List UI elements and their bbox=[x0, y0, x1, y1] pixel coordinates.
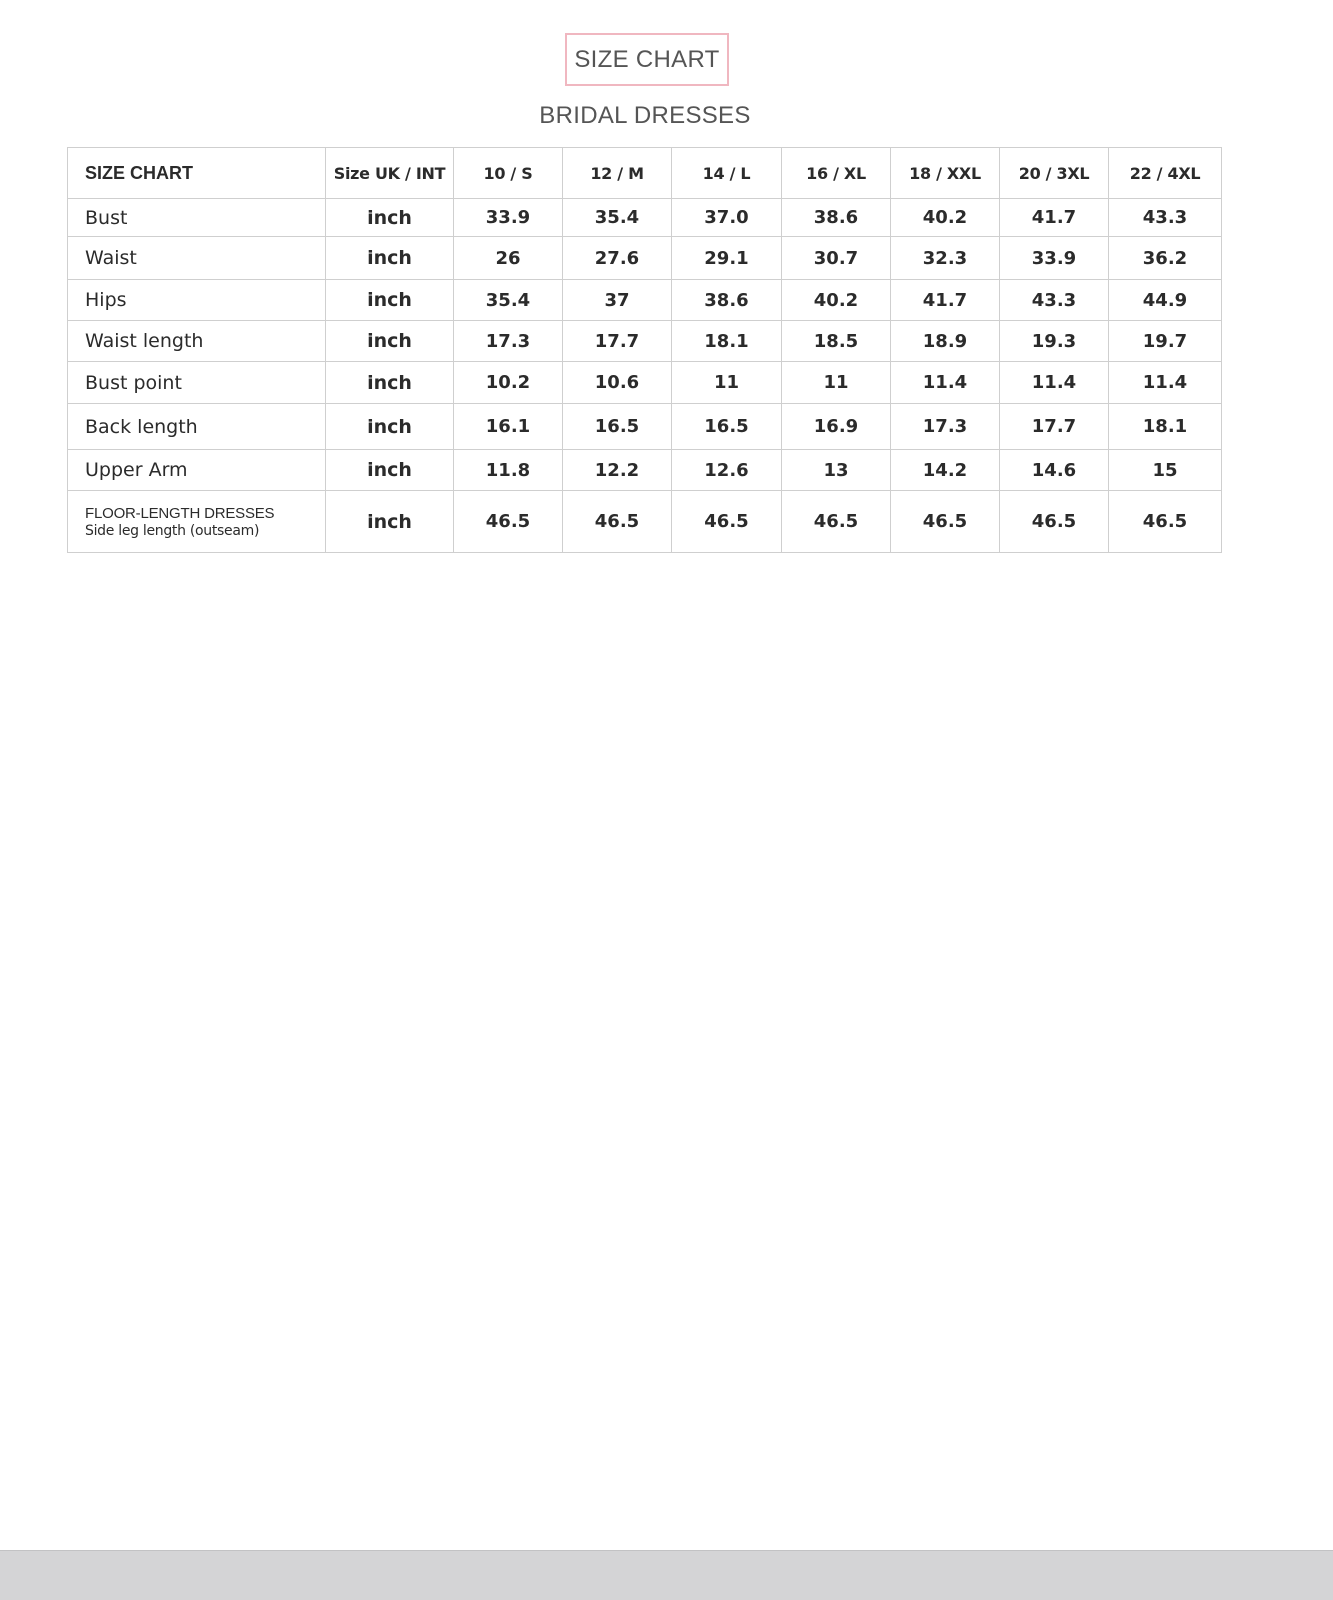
cell-value: 17.3 bbox=[891, 404, 1000, 450]
cell-value: 38.6 bbox=[782, 199, 891, 237]
row-unit: inch bbox=[326, 491, 454, 553]
table-row-floor-length bbox=[68, 491, 1222, 553]
row-unit: inch bbox=[326, 321, 454, 362]
cell-value: 46.5 bbox=[1000, 491, 1109, 553]
cell-value: 32.3 bbox=[891, 237, 1000, 280]
header-size-22-4xl: 22 / 4XL bbox=[1109, 148, 1222, 199]
cell-value: 19.3 bbox=[1000, 321, 1109, 362]
row-unit: inch bbox=[326, 280, 454, 321]
row-unit: inch bbox=[326, 199, 454, 237]
row-unit: inch bbox=[326, 404, 454, 450]
cell-value: 40.2 bbox=[782, 280, 891, 321]
header-size-12-m: 12 / M bbox=[563, 148, 672, 199]
cell-value: 36.2 bbox=[1109, 237, 1222, 280]
cell-value: 16.9 bbox=[782, 404, 891, 450]
row-label: Waist bbox=[68, 237, 326, 280]
cell-value: 14.6 bbox=[1000, 450, 1109, 491]
header-size-14-l: 14 / L bbox=[672, 148, 782, 199]
cell-value: 27.6 bbox=[563, 237, 672, 280]
page-right-margin bbox=[1306, 0, 1333, 1600]
cell-value: 11 bbox=[672, 362, 782, 404]
cell-value: 16.1 bbox=[454, 404, 563, 450]
cell-value: 17.7 bbox=[1000, 404, 1109, 450]
table-row-hips bbox=[68, 280, 1222, 321]
cell-value: 33.9 bbox=[454, 199, 563, 237]
row-label: Hips bbox=[68, 280, 326, 321]
cell-value: 11 bbox=[782, 362, 891, 404]
row-label: Back length bbox=[68, 404, 326, 450]
table-row-upper-arm bbox=[68, 450, 1222, 491]
cell-value: 46.5 bbox=[782, 491, 891, 553]
row-label: Upper Arm bbox=[68, 450, 326, 491]
cell-value: 35.4 bbox=[454, 280, 563, 321]
cell-value: 30.7 bbox=[782, 237, 891, 280]
cell-value: 43.3 bbox=[1000, 280, 1109, 321]
header-size-10-s: 10 / S bbox=[454, 148, 563, 199]
cell-value: 26 bbox=[454, 237, 563, 280]
header-size-18-xxl: 18 / XXL bbox=[891, 148, 1000, 199]
cell-value: 43.3 bbox=[1109, 199, 1222, 237]
cell-value: 13 bbox=[782, 450, 891, 491]
row-label: FLOOR-LENGTH DRESSES bbox=[85, 504, 275, 522]
cell-value: 46.5 bbox=[891, 491, 1000, 553]
row-sublabel: Side leg length (outseam) bbox=[85, 522, 260, 539]
header-size-20-3xl: 20 / 3XL bbox=[1000, 148, 1109, 199]
table-row-bust bbox=[68, 199, 1222, 237]
row-label: Waist length bbox=[68, 321, 326, 362]
size-table bbox=[67, 147, 1222, 553]
row-label-floor-length bbox=[68, 491, 326, 553]
row-unit: inch bbox=[326, 450, 454, 491]
cell-value: 11.4 bbox=[1109, 362, 1222, 404]
cell-value: 17.3 bbox=[454, 321, 563, 362]
table-row-back-length bbox=[68, 404, 1222, 450]
table-row-waist bbox=[68, 237, 1222, 280]
header-row bbox=[68, 148, 1222, 199]
size-chart-title: SIZE CHART bbox=[565, 33, 729, 86]
cell-value: 17.7 bbox=[563, 321, 672, 362]
cell-value: 11.8 bbox=[454, 450, 563, 491]
row-label: Bust bbox=[68, 199, 326, 237]
bottom-scroll-bar[interactable] bbox=[0, 1550, 1333, 1600]
cell-value: 19.7 bbox=[1109, 321, 1222, 362]
cell-value: 15 bbox=[1109, 450, 1222, 491]
header-corner: SIZE CHART bbox=[68, 148, 326, 199]
cell-value: 18.1 bbox=[1109, 404, 1222, 450]
row-unit: inch bbox=[326, 237, 454, 280]
cell-value: 38.6 bbox=[672, 280, 782, 321]
cell-value: 16.5 bbox=[672, 404, 782, 450]
cell-value: 33.9 bbox=[1000, 237, 1109, 280]
cell-value: 46.5 bbox=[1109, 491, 1222, 553]
cell-value: 18.1 bbox=[672, 321, 782, 362]
header-size-uk-int: Size UK / INT bbox=[326, 148, 454, 199]
cell-value: 18.9 bbox=[891, 321, 1000, 362]
cell-value: 12.2 bbox=[563, 450, 672, 491]
cell-value: 35.4 bbox=[563, 199, 672, 237]
cell-value: 14.2 bbox=[891, 450, 1000, 491]
cell-value: 10.6 bbox=[563, 362, 672, 404]
header-size-16-xl: 16 / XL bbox=[782, 148, 891, 199]
cell-value: 40.2 bbox=[891, 199, 1000, 237]
cell-value: 11.4 bbox=[891, 362, 1000, 404]
cell-value: 46.5 bbox=[672, 491, 782, 553]
row-label: Bust point bbox=[68, 362, 326, 404]
cell-value: 10.2 bbox=[454, 362, 563, 404]
category-subtitle: BRIDAL DRESSES bbox=[539, 102, 751, 129]
row-unit: inch bbox=[326, 362, 454, 404]
cell-value: 11.4 bbox=[1000, 362, 1109, 404]
cell-value: 18.5 bbox=[782, 321, 891, 362]
cell-value: 41.7 bbox=[891, 280, 1000, 321]
cell-value: 46.5 bbox=[563, 491, 672, 553]
cell-value: 41.7 bbox=[1000, 199, 1109, 237]
cell-value: 46.5 bbox=[454, 491, 563, 553]
cell-value: 16.5 bbox=[563, 404, 672, 450]
cell-value: 12.6 bbox=[672, 450, 782, 491]
table-row-bust-point bbox=[68, 362, 1222, 404]
cell-value: 37.0 bbox=[672, 199, 782, 237]
cell-value: 37 bbox=[563, 280, 672, 321]
cell-value: 44.9 bbox=[1109, 280, 1222, 321]
table-row-waist-length bbox=[68, 321, 1222, 362]
cell-value: 29.1 bbox=[672, 237, 782, 280]
